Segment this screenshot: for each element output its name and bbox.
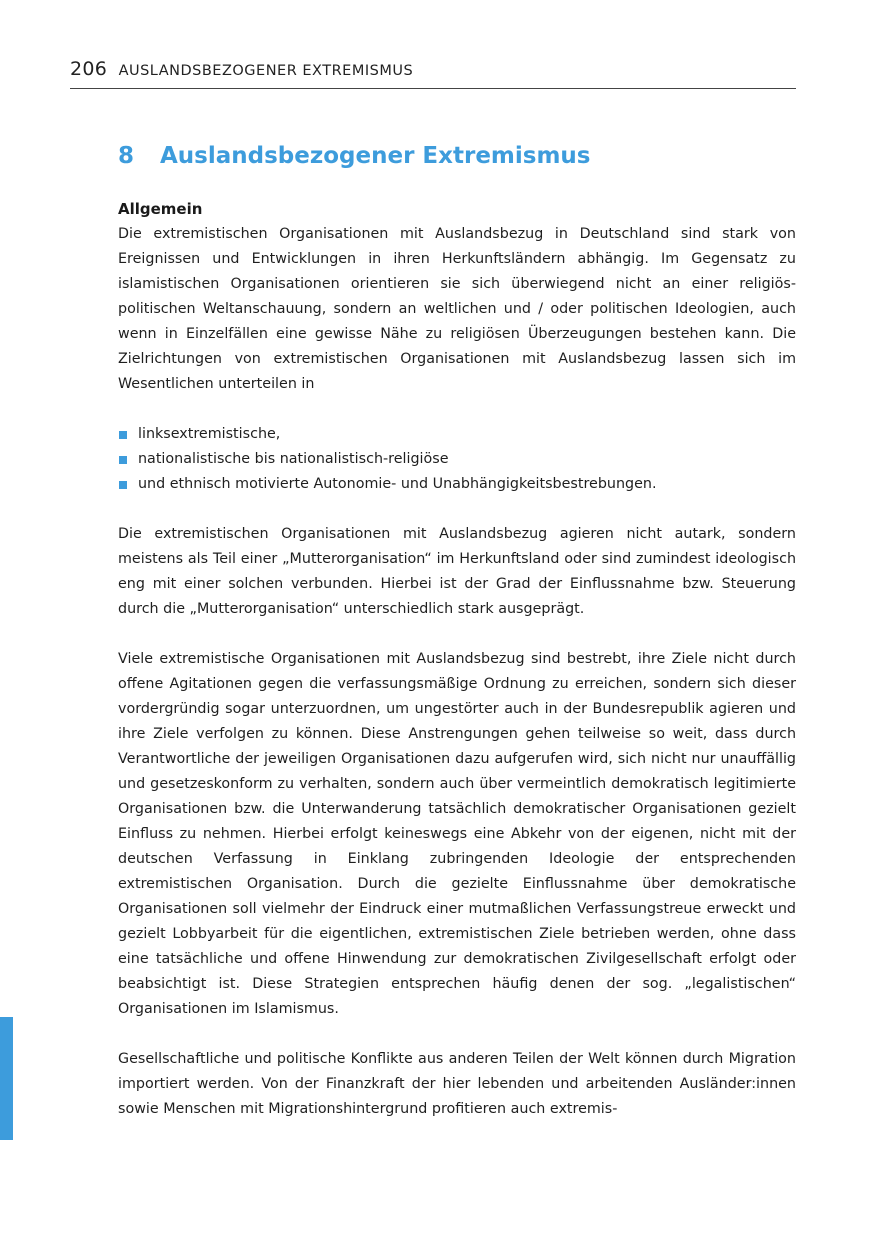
body-text xyxy=(118,197,796,1122)
square-bullet-icon xyxy=(119,481,127,489)
paragraph-mutterorganisation: Die extremistischen Organisationen mit Auslandsbezug agieren nicht autark, sondern meistens als Teil einer „Mutterorganisation“ im Herkunftsland oder sind zumindest ideologisch eng mit einer solchen verbunden. Hierbei ist der Grad der Einflussnahme bzw. Steuerung durch die „Mutterorganisation“ unterschiedlich stark ausgeprägt. xyxy=(118,526,796,617)
chapter-title-text: Auslandsbezogener Extremismus xyxy=(160,143,591,169)
list-item-text: nationalistische bis nationalistisch-religiöse xyxy=(138,451,449,467)
chapter-side-marker xyxy=(0,1017,13,1140)
page-number: 206 xyxy=(70,58,108,80)
list-item-text: linksextremistische, xyxy=(138,426,281,442)
paragraph-strategien: Viele extremistische Organisationen mit Auslandsbezug sind bestrebt, ihre Ziele nicht durch offene Agitationen gegen die verfassungsmäßige Ordnung zu erreichen, sondern sich dieser vordergründig sogar unterzuordnen, um ungestörter auch in der Bundesrepublik agieren und ihre Ziele verfolgen zu können. Diese Anstrengungen gehen teilweise so weit, dass durch Verantwortliche der jeweiligen Organisationen dazu aufgerufen wird, sich nicht nur unauffällig und gesetzeskonform zu verhalten, sondern auch über vermeintlich demokratisch legitimierte Organisationen bzw. die Unterwanderung tatsächlich demokratischer Organisationen gezielt Einfluss zu nehmen. Hierbei erfolgt keineswegs eine Abkehr von der eigenen, nicht mit der deutschen Verfassung in Einklang zubringenden Ideologie der entsprechenden extremistischen Organisation. Durch die gezielte Einflussnahme über demokratische Organisationen soll vielmehr der Eindruck einer mutmaßlichen Verfassungstreue erweckt und gezielt Lobbyarbeit für die eigentlichen, extremistischen Ziele betrieben werden, ohne dass eine tatsächliche und offene Hinwendung zur demokratischen Zivilgesellschaft erfolgt oder beabsichtigt ist. Diese Strategien entsprechen häufig denen der sog. „legalistischen“ Organisationen im Islamismus. xyxy=(118,651,796,1017)
chapter-number: 8 xyxy=(118,143,135,169)
header-rule xyxy=(70,88,796,89)
list-item xyxy=(118,472,796,497)
intro-paragraph: Die extremistischen Organisationen mit Auslandsbezug in Deutschland sind stark von Ereignissen und Entwicklungen in ihren Herkunftsländern abhängig. Im Gegensatz zu islamistischen Organisationen orientieren sie sich überwiegend nicht an einer religiöspolitischen Weltanschauung, sondern an weltlichen und / oder politischen Ideologien, auch wenn in Einzelfällen eine gewisse Nähe zu religiösen Überzeugungen bestehen kann. Die Zielrichtungen von extremistischen Organisationen mit Auslandsbezug lassen sich im Wesentlichen unterteilen in xyxy=(118,226,796,392)
section-heading: Allgemein xyxy=(118,200,203,218)
paragraph-konflikte: Gesellschaftliche und politische Konflikte aus anderen Teilen der Welt können durch Migration importiert werden. Von der Finanzkraft der hier lebenden und arbeitenden Ausländer:innen sowie Menschen mit Migrationshintergrund profitieren auch extremis- xyxy=(118,1051,796,1117)
running-head xyxy=(70,57,796,83)
list-item-text: und ethnisch motivierte Autonomie- und Unabhängigkeitsbestrebungen. xyxy=(138,476,657,492)
square-bullet-icon xyxy=(119,431,127,439)
list-item xyxy=(118,447,796,472)
list-item xyxy=(118,422,796,447)
square-bullet-icon xyxy=(119,456,127,464)
bullet-list xyxy=(118,422,796,497)
running-title: AUSLANDSBEZOGENER EXTREMISMUS xyxy=(118,63,414,79)
chapter-title xyxy=(118,140,591,172)
